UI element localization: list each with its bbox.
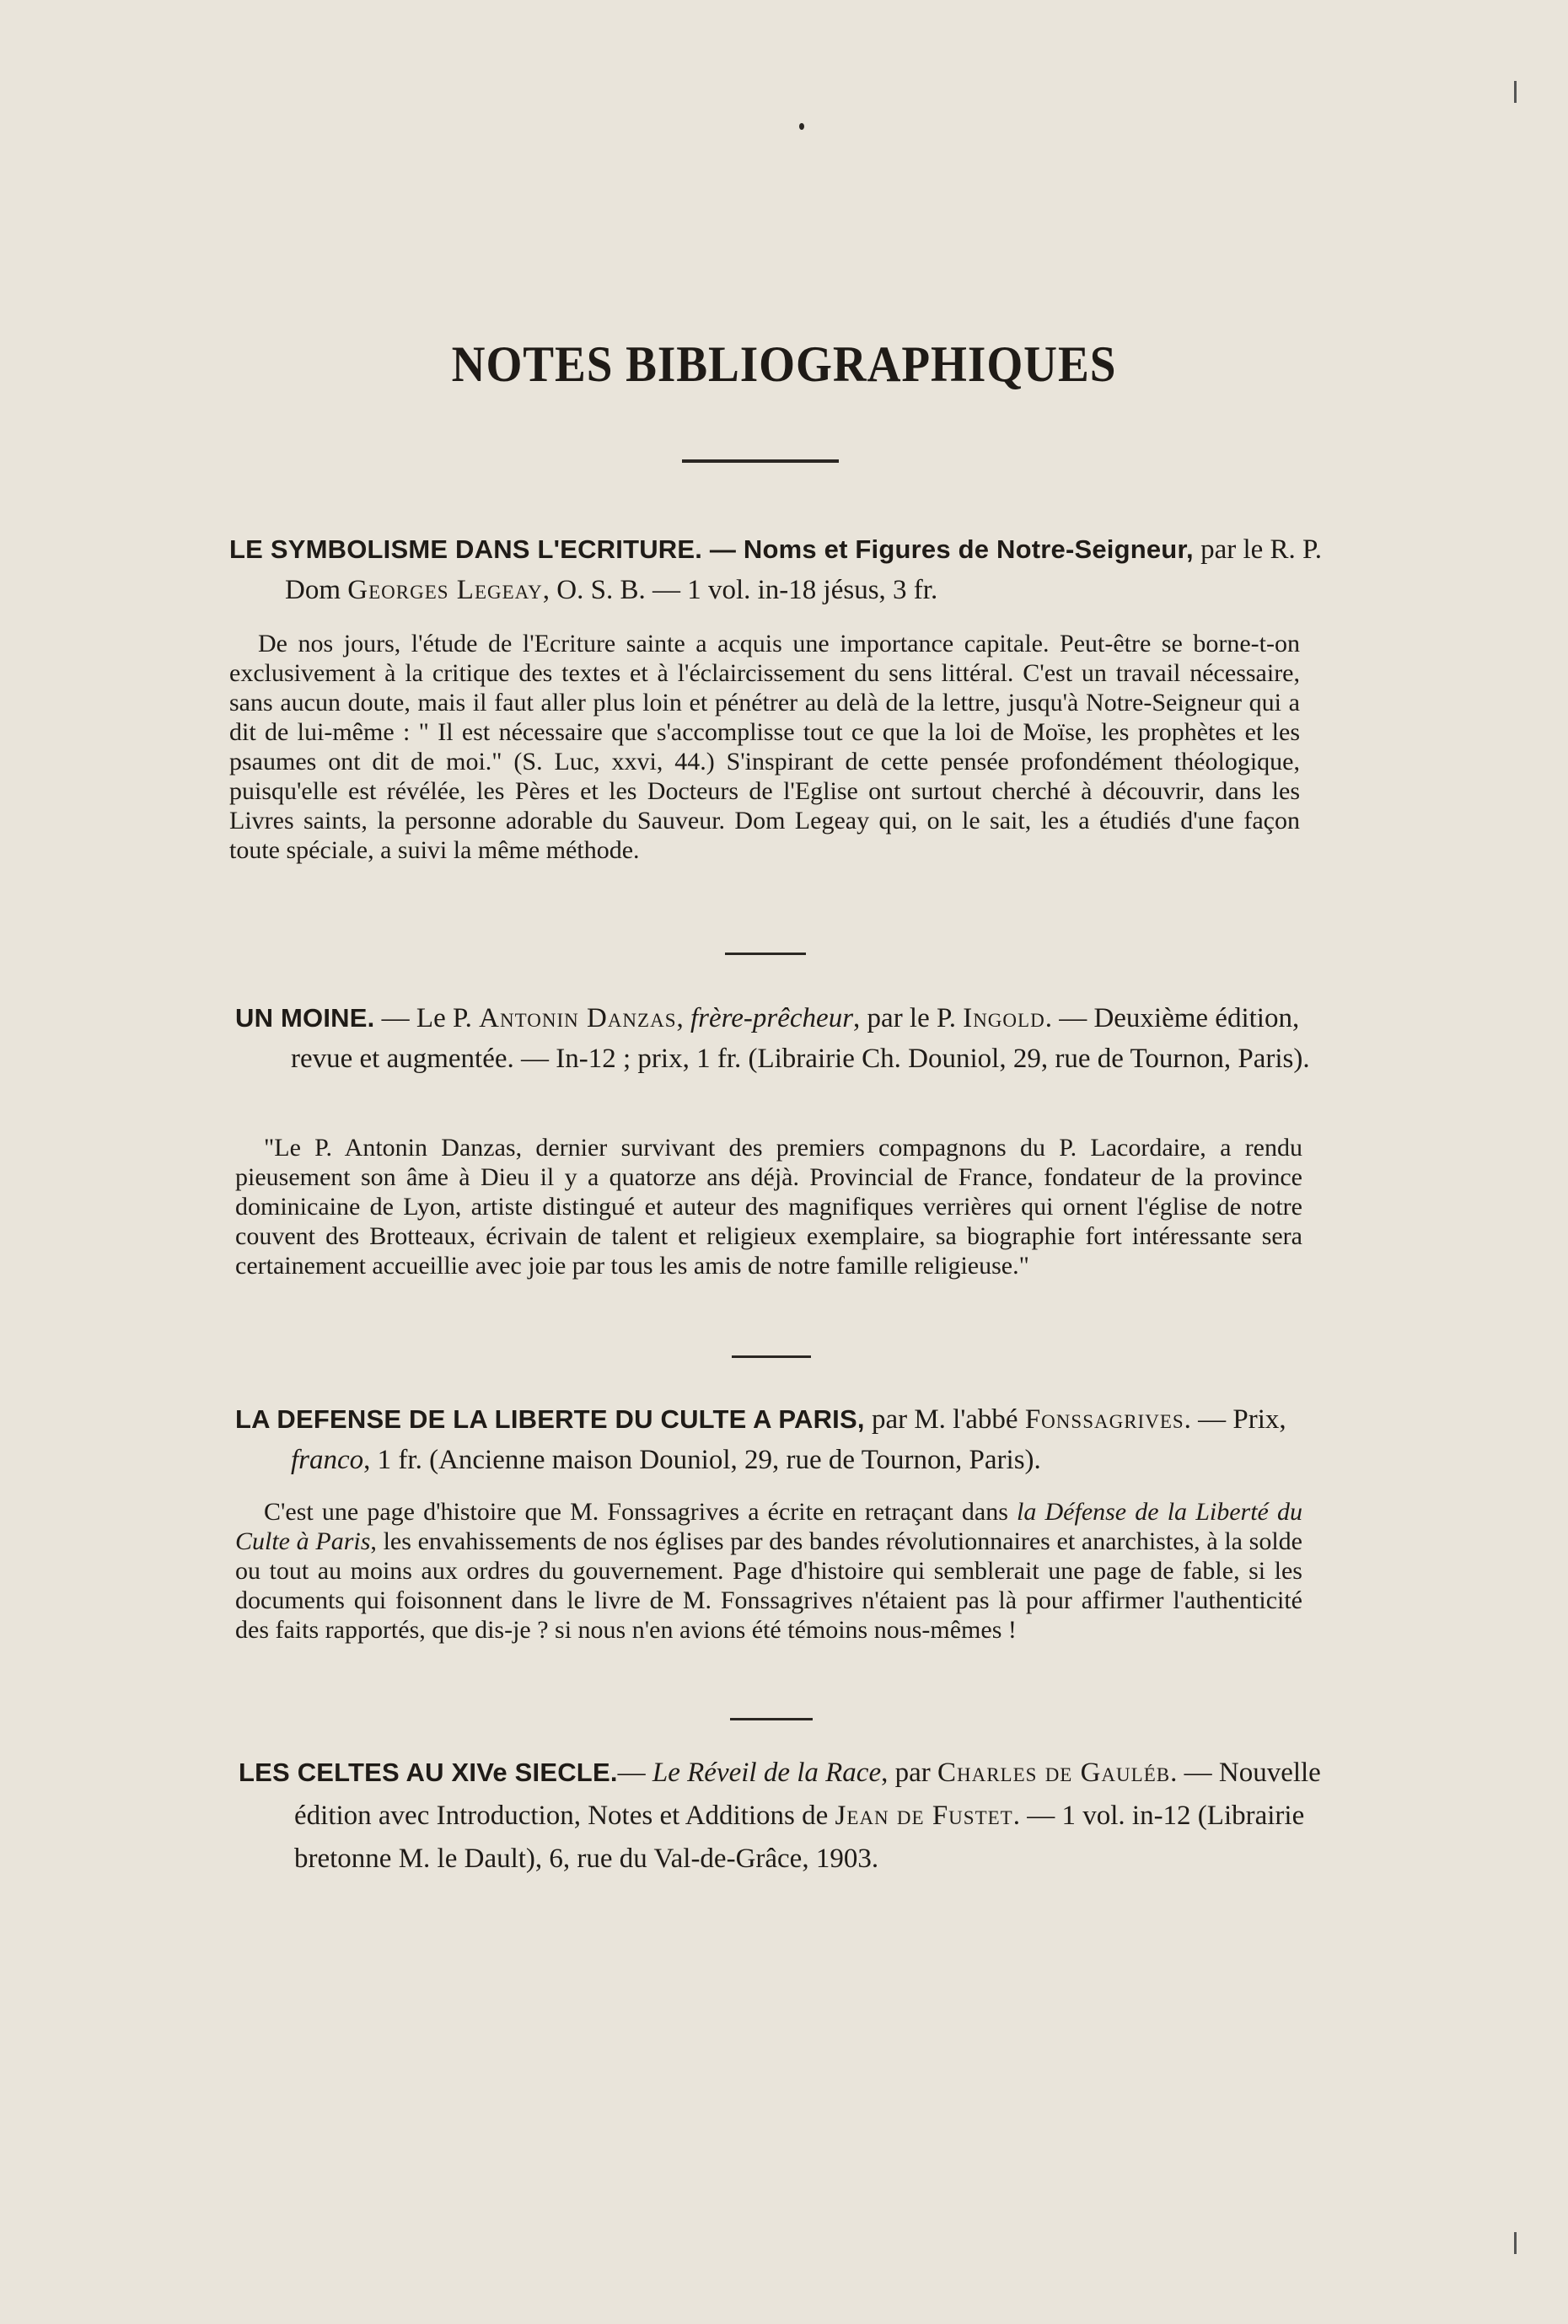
entry-3-franco: franco xyxy=(291,1445,364,1475)
entry-2-by-author: Ingold xyxy=(963,1003,1045,1033)
entry-1-author-prefix: le R. P. Dom xyxy=(285,534,1322,605)
entry-4-title: LES CELTES AU XIVe SIECLE. xyxy=(239,1758,618,1787)
entry-1-rule xyxy=(725,953,806,955)
entry-3-rule xyxy=(730,1718,813,1720)
edge-mark-bottom xyxy=(1514,2232,1517,2254)
entry-2-role: frère-prêcheur xyxy=(690,1003,854,1033)
entry-3-details: , 1 fr. (Ancienne maison Douniol, 29, rue de Tournon, Paris). xyxy=(363,1445,1041,1475)
entry-1-heading xyxy=(229,529,1364,610)
entry-2-body: "Le P. Antonin Danzas, dernier survivant des premiers compagnons du P. Lacordaire, a rendu pieusement son âme à Dieu il y a quatorze ans déjà. Provincial de France, fondateur de la province dominicaine de Lyon, artiste distingué et auteur des magnifiques verrières qui ornent l'église de notre couvent des Brotteaux, écrivain de talent et religieux exemplaire, sa biographie fort intéressante sera certainement accueillie avec joie par tous les amis de notre famille religieuse." xyxy=(235,1134,1302,1280)
entry-1-subtitle: — Noms et Figures de Notre-Seigneur, xyxy=(702,534,1194,564)
entry-4-work: Le Réveil de la Race xyxy=(652,1758,882,1788)
entry-1-body: De nos jours, l'étude de l'Ecriture sainte a acquis une importance capitale. Peut-être se borne-t-on exclusivement à la critique des textes et à l'éclaircissement du sens littéral. C'est un travail nécessaire, sans aucun doute, mais il faut aller plus loin et pénétrer au delà de la lettre, jusqu'à Notre-Seigneur qui a dit de lui-même : " Il est nécessaire que s'accomplisse tout ce que la loi de Moïse, les prophètes et les psaumes ont dit de moi." (S. Luc, xxvi, 44.) S'inspirant de cette pensée profondément théologique, puisqu'elle est révélée, les Pères et les Docteurs de l'Eglise ont surtout cherché à découvrir, dans les Livres saints, la personne adorable du Sauveur. Dom Legeay qui, on le sait, les a étudiés d'une façon toute spéciale, a suivi la même méthode. xyxy=(229,630,1300,864)
entry-3-title: LA DEFENSE DE LA LIBERTE DU CULTE A PARIS, xyxy=(235,1404,865,1434)
entry-4-text: . — Nouvelle édition avec Introduction, Notes et Additions de xyxy=(294,1758,1321,1831)
page-title: NOTES BIBLIOGRAPHIQUES xyxy=(451,336,1117,392)
entry-1-author: Georges Legeay xyxy=(347,575,543,605)
entry-2-text: — Le P. xyxy=(374,1003,480,1033)
entry-2-title: UN MOINE. xyxy=(235,1003,375,1033)
entry-4-text: , par xyxy=(881,1758,937,1788)
entry-3-body-text: C'est une page d'histoire que M. Fonssagrives a écrite en retraçant dans xyxy=(264,1498,1018,1526)
entry-1-details: , O. S. B. — 1 vol. in-18 jésus, 3 fr. xyxy=(542,575,938,605)
edge-mark-top xyxy=(1514,81,1517,103)
entry-3-body xyxy=(235,1497,1302,1645)
entry-1-title: LE SYMBOLISME DANS L'ECRITURE. xyxy=(229,534,703,564)
entry-4-editor: Jean de Fustet xyxy=(835,1801,1013,1831)
ink-speck xyxy=(799,123,804,130)
entry-3-heading xyxy=(235,1399,1361,1480)
entry-3-body-text: , les envahissements de nos églises par des bandes révolutionnaires et anarchistes, à la solde ou tout au moins aux ordres du gouvernement. Page d'histoire qui semblerait une page de fable, si les documents qui foisonnent dans le livre de M. Fonssagrives n'étaient pas là pour affirmer l'authenticité des faits rapportés, que dis-je ? si nous n'en avions été témoins nous-mêmes ! xyxy=(235,1527,1303,1644)
entry-2-heading xyxy=(235,998,1360,1079)
entry-3-text: . — Prix, xyxy=(1184,1404,1286,1435)
entry-2-text: , par le P. xyxy=(853,1003,964,1033)
title-rule xyxy=(682,459,839,463)
entry-3-text: par M. l'abbé xyxy=(864,1404,1025,1435)
entry-4-heading xyxy=(239,1751,1363,1881)
entry-3-body-italic: la Défense de la Liberté du Culte à Paris xyxy=(235,1498,1302,1555)
entry-2-details: . — Deuxième édition, revue et augmentée. — In-12 ; prix, 1 fr. (Librairie Ch. Douniol, 29, rue de Tournon, Paris). xyxy=(291,1003,1310,1074)
entry-4-text: — xyxy=(617,1758,652,1788)
entry-2-rule xyxy=(732,1355,811,1358)
entry-3-author: Fonssagrives xyxy=(1024,1404,1184,1435)
entry-1-by: par xyxy=(1193,534,1237,565)
entry-4-author: Charles de Gauléb xyxy=(937,1758,1171,1788)
entry-2-text: , xyxy=(676,1003,690,1033)
entry-2-author: Antonin Danzas xyxy=(479,1003,677,1033)
entry-4-details: . — 1 vol. in-12 (Librairie bretonne M. le Dault), 6, rue du Val-de-Grâce, 1903. xyxy=(294,1801,1305,1874)
